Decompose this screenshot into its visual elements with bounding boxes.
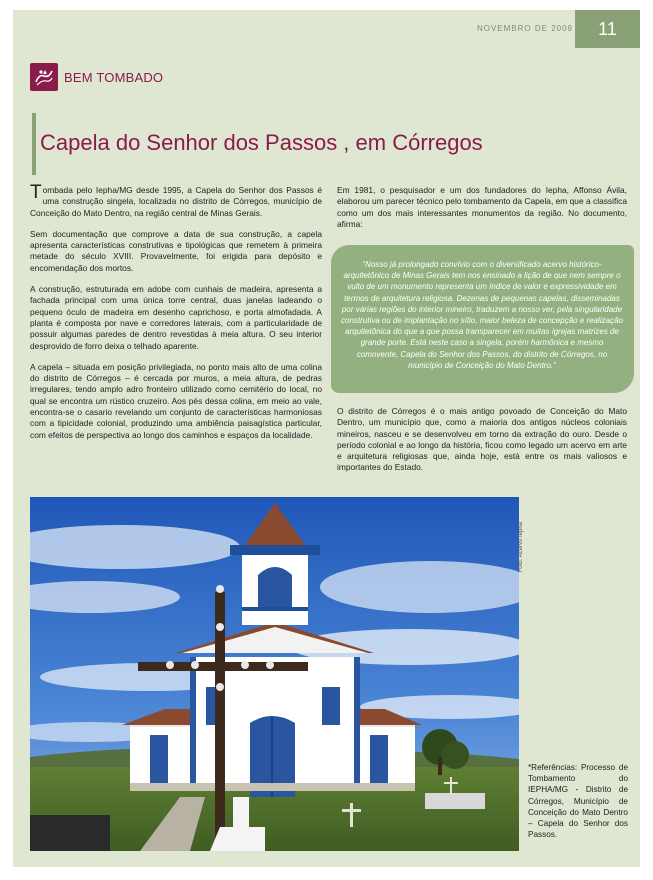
photo-credit: Foto: Acervo Iepha — [518, 522, 524, 573]
paragraph: O distrito de Córregos é o mais antigo povoado de Conceição do Mato Dentro, um município que, como a maioria dos antigos núcleos coloniais mineiros, nasceu e se desenvolveu em torno da extração do ouro. Desde o período colonial e ao longo da história, ficou como legado um acervo em arte e arquitetura religiosas que, ainda hoje, está entre os mais valiosos e importantes do Estado. — [337, 406, 627, 473]
bem-tombado-logo-icon — [30, 63, 58, 91]
issue-date: NOVEMBRO DE 2009 — [476, 24, 573, 33]
title-accent-bar — [32, 113, 36, 175]
left-column — [30, 182, 322, 451]
quote-text: “Nosso já prolongado convívio com o diversificado acervo histórico-arquitetônico de Minas Gerais tem nos ensinado a lição de que nem sempre o vulto de um monumento representa um índice de valor e expressividade em termos de arquitetura religiosa. Dezenas de pequenas capelas, disseminadas por várias regiões do interior mineiro, traduzem a nosso ver, pela singularidade construtiva ou de implantação no sítio, maior beleza de concepção e realização arquitetônica do que a que possa transparecer em muitas igrejas matrizes de grande porte. Está neste caso a singela, porém harmônica e mesmo comovente, Capela do Senhor dos Passos, do distrito de Córregos, no município de Conceição do Mato Dentro.” — [341, 260, 623, 370]
magazine-page — [13, 10, 640, 867]
section-label: BEM TOMBADO — [64, 69, 164, 85]
right-column-body — [337, 406, 627, 484]
paragraph: Sem documentação que comprove a data de sua construção, a capela apresenta características construtivas e tipológicas que remetem à primeira metade do século XVIII. Provavelmente, foi erigida para depósito e encomendação dos mortos. — [30, 228, 322, 273]
quote-box — [331, 245, 634, 393]
paragraph: A capela – situada em posição privilegiada, no ponto mais alto de uma colina do distrito de Córregos – é cercada por muros, a meia altura, de pedras irregulares, tendo amplo adro fronteiro utilizado como cemitério do local, no qual se encontra um rústico cruzeiro. Aos pés dessa colina, em meio ao vale, encontra-se o casario revelando um conjunto de características harmoniosas com a tipicidade colonial, produzindo uma ambiência paisagística particular, com efeitos de perspectiva ao longo dos caminhos e espaços da localidade. — [30, 361, 322, 440]
section-tag — [30, 62, 163, 92]
chapel-photo — [30, 497, 519, 851]
dropcap: T — [30, 182, 42, 203]
article-title: Capela do Senhor dos Passos , em Córregos — [40, 130, 483, 155]
paragraph: A construção, estruturada em adobe com cunhais de madeira, apresenta a fachada principal com uma única torre central, duas janelas ladeando o pequeno óculo de madeira em desenho caprichoso, e porta almofadada. A planta é composta por nave e corredores laterais, com a particularidade de possuir algumas paredes de dentro revestidas à meia altura. O seu interior desprovido de forro deixa o telhado aparente. — [30, 284, 322, 351]
page-number: 11 — [575, 10, 640, 48]
paragraph: Em 1981, o pesquisador e um dos fundadores do Iepha, Affonso Ávila, elaborou um parecer técnico pelo tombamento da Capela, em que a classifica como um dos mais interessantes monumentos da região. No documento, afirma: — [337, 185, 627, 229]
paragraph-text: ombada pelo Iepha/MG desde 1995, a Capela do Senhor dos Passos é uma construção singela, localizada no distrito de Córregos, município de Conceição do Mato Dentro, na região central de Minas Gerais. — [30, 185, 322, 218]
paragraph — [30, 182, 322, 219]
references: *Referências: Processo de Tombamento do IEPHA/MG - Distrito de Córregos, Município de Conceição do Mato Dentro – Capela do Senhor dos Passos. — [528, 763, 628, 840]
right-column-intro — [337, 185, 627, 240]
